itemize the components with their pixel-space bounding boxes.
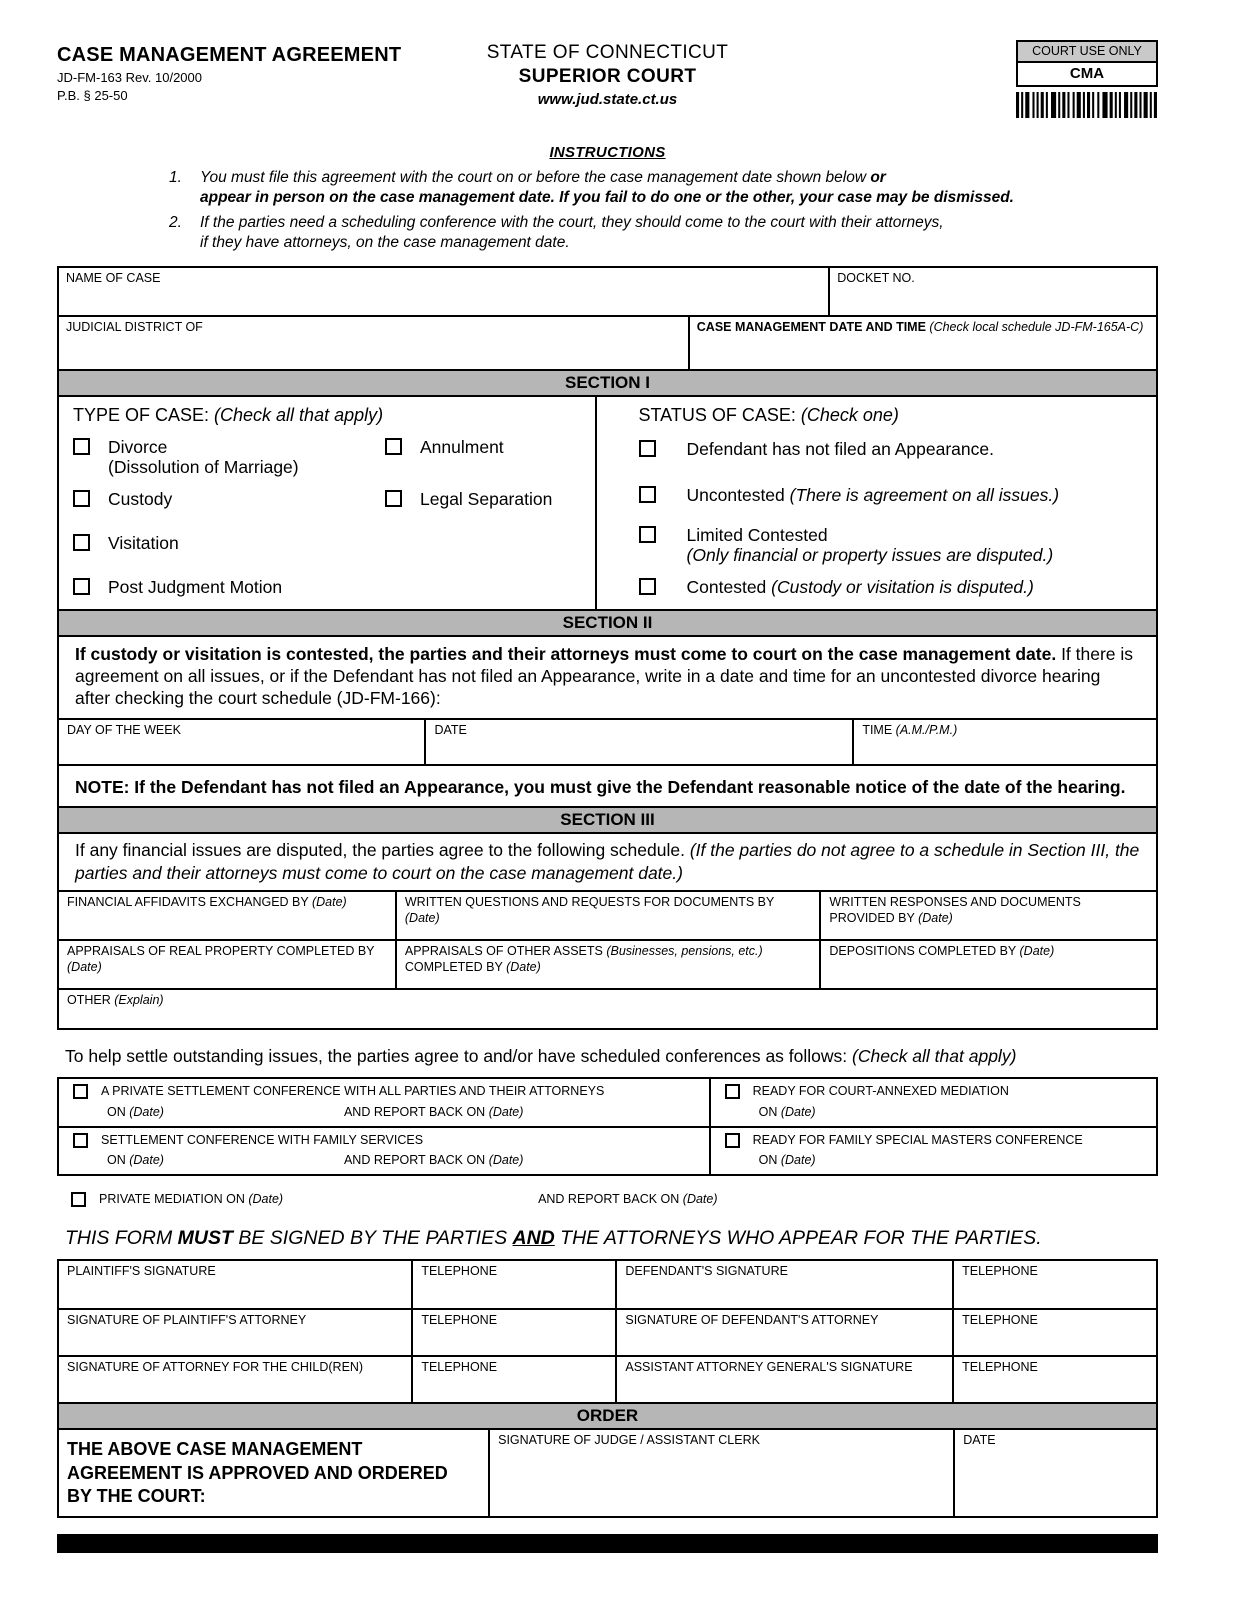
section-2-intro [59, 637, 1156, 718]
assistant-ag-telephone-label: TELEPHONE [962, 1360, 1038, 1375]
written-questions-date-hint: (Date) [404, 910, 440, 925]
status-of-case-hint: (Check one) [800, 404, 899, 425]
type-row-3 [73, 533, 585, 553]
plaintiff-attorney-telephone-field[interactable] [413, 1310, 617, 1355]
contested-label-text: Contested [686, 576, 772, 597]
signing-statement-must: MUST [177, 1227, 233, 1250]
contested-hint: (Custody or visitation is disputed.) [771, 576, 1034, 597]
defendant-telephone-field[interactable] [954, 1261, 1156, 1308]
defendant-attorney-signature-field[interactable] [617, 1310, 954, 1355]
hearing-date-label: DATE [434, 722, 467, 737]
status-row-2 [639, 485, 1146, 505]
written-questions-label [405, 895, 812, 926]
financial-schedule-row-2 [59, 939, 1156, 988]
signatures-table [57, 1259, 1158, 1518]
order-header: ORDER [59, 1402, 1156, 1430]
type-option-divorce [73, 437, 385, 477]
instruction-1-text [200, 168, 1014, 208]
family-services-report-date-hint: (Date) [488, 1153, 524, 1168]
written-responses-field[interactable] [821, 892, 1156, 939]
section-2-note: NOTE: If the Defendant has not filed an Appearance, you must give the Defendant reasonable notice of the date of the hearing. [59, 764, 1156, 806]
court-use-code: CMA [1018, 63, 1156, 85]
limited-contested-label [687, 525, 1054, 565]
contested-label [687, 577, 1034, 597]
docket-no-label: DOCKET NO. [837, 270, 915, 285]
instruction-1-number: 1. [169, 169, 182, 186]
type-of-case-label: TYPE OF CASE: [73, 404, 215, 425]
section-2-header: SECTION II [59, 609, 1156, 637]
instructions-list [169, 168, 1074, 254]
hearing-time-label-text: TIME [862, 722, 896, 737]
other-label-text: OTHER [67, 992, 115, 1007]
instructions-title: INSTRUCTIONS [549, 144, 666, 161]
signing-statement-part3: THE ATTORNEYS WHO APPEAR FOR THE PARTIES. [554, 1227, 1042, 1250]
type-of-case-hint: (Check all that apply) [214, 404, 384, 425]
annulment-label: Annulment [420, 436, 504, 457]
appraisals-other-assets-date-hint: (Date) [506, 959, 541, 974]
family-services-report-text: AND REPORT BACK ON [343, 1153, 489, 1168]
other-field[interactable] [59, 988, 1156, 1028]
instruction-1 [169, 168, 1074, 208]
court-use-only-box [1016, 40, 1158, 87]
type-row-4 [73, 577, 585, 597]
private-settlement-conference-option [67, 1084, 701, 1100]
type-of-case-column [59, 397, 597, 609]
special-masters-conference-option [719, 1133, 1148, 1149]
instruction-1-line1-bold: or [870, 169, 886, 186]
instruction-2-line1: If the parties need a scheduling conference with the court, they should come to the court with their attorneys, [200, 214, 944, 232]
assistant-ag-signature-label: ASSISTANT ATTORNEY GENERAL'S SIGNATURE [625, 1360, 913, 1375]
order-date-label: DATE [963, 1433, 996, 1448]
contested-checkbox[interactable] [639, 578, 656, 595]
status-row-1 [639, 439, 1146, 459]
section-3-intro-italic: (If the parties do not agree to a schedule in Section III, the parties and their attorneys must come to court on the case management date.) [75, 840, 1140, 883]
private-settlement-report-text: AND REPORT BACK ON [343, 1104, 489, 1119]
custody-checkbox[interactable] [73, 490, 90, 507]
bottom-black-bar [57, 1534, 1158, 1553]
conference-row-2 [59, 1126, 1156, 1175]
special-masters-on-date-hint: (Date) [780, 1153, 816, 1168]
status-of-case-column [597, 397, 1156, 609]
financial-affidavits-label [67, 895, 387, 911]
type-row-2 [73, 489, 585, 509]
private-mediation-text: PRIVATE MEDIATION ON [99, 1192, 249, 1207]
defendant-signature-label: DEFENDANT'S SIGNATURE [625, 1264, 788, 1279]
status-option-uncontested [639, 485, 1060, 505]
court-name: SUPERIOR COURT [518, 66, 697, 87]
private-mediation-report-date-hint: (Date) [682, 1192, 718, 1207]
order-date-field[interactable] [955, 1430, 1156, 1516]
post-judgment-motion-checkbox[interactable] [73, 578, 90, 595]
signature-row-1 [59, 1261, 1156, 1308]
instructions-section [57, 144, 1158, 254]
private-settlement-on-label [107, 1105, 164, 1119]
form-content [57, 40, 1158, 1553]
status-option-no-appearance [639, 439, 994, 459]
depositions-label-text: DEPOSITIONS COMPLETED BY [829, 943, 1020, 958]
private-settlement-conference-label: A PRIVATE SETTLEMENT CONFERENCE WITH ALL PARTIES AND THEIR ATTORNEYS [101, 1083, 605, 1098]
other-label [67, 993, 1148, 1009]
child-attorney-signature-field[interactable] [59, 1357, 413, 1402]
signature-row-2 [59, 1308, 1156, 1355]
private-mediation-label [99, 1192, 283, 1206]
signing-statement-part2: BE SIGNED BY THE PARTIES [232, 1227, 513, 1250]
court-annexed-mediation-cell[interactable] [711, 1079, 1156, 1126]
court-annexed-mediation-checkbox[interactable] [725, 1084, 740, 1099]
form-number: JD-FM-163 Rev. 10/2000 [57, 70, 202, 85]
appraisals-other-assets-field[interactable] [397, 941, 822, 988]
name-of-case-field[interactable] [59, 268, 830, 315]
hearing-time-label [862, 723, 1148, 739]
plaintiff-telephone-label: TELEPHONE [421, 1264, 498, 1279]
family-services-conference-cell[interactable] [59, 1128, 711, 1175]
special-masters-on-text: ON [758, 1153, 781, 1168]
type-option-legal-separation [385, 489, 552, 509]
court-annexed-mediation-dates [719, 1105, 1148, 1119]
conferences-intro [57, 1046, 1158, 1067]
plaintiff-signature-field[interactable] [59, 1261, 413, 1308]
hearing-schedule-row [59, 718, 1156, 764]
visitation-checkbox[interactable] [73, 534, 90, 551]
appraisals-other-assets-hint: (Businesses, pensions, etc.) [606, 943, 763, 958]
header-center-block [57, 42, 1158, 108]
family-services-conference-option [67, 1133, 701, 1149]
child-attorney-telephone-label: TELEPHONE [421, 1360, 498, 1375]
case-info-row-2 [59, 315, 1156, 369]
court-annexed-on-date-hint: (Date) [780, 1104, 816, 1119]
appraisals-other-assets-label-text-2: COMPLETED BY [404, 959, 507, 974]
section-3-intro-regular: If any financial issues are disputed, the parties agree to the following schedule. [75, 840, 690, 861]
conferences-table [57, 1077, 1158, 1176]
no-appearance-checkbox[interactable] [639, 440, 656, 457]
post-judgment-motion-label: Post Judgment Motion [108, 576, 283, 597]
plaintiff-signature-label: PLAINTIFF'S SIGNATURE [67, 1264, 216, 1279]
no-appearance-label: Defendant has not filed an Appearance. [686, 438, 994, 459]
private-settlement-on-date-hint: (Date) [129, 1104, 164, 1119]
visitation-label: Visitation [108, 532, 179, 553]
type-of-case-heading [73, 405, 585, 425]
financial-affidavits-date-hint: (Date) [311, 894, 347, 909]
special-masters-conference-dates [719, 1153, 1148, 1167]
section-2-intro-bold: If custody or visitation is contested, the parties and their attorneys must come to court on the case management date. [75, 643, 1057, 664]
plaintiff-attorney-signature-field[interactable] [59, 1310, 413, 1355]
uncontested-label-text: Uncontested [686, 484, 790, 505]
limited-contested-checkbox[interactable] [639, 526, 656, 543]
state-name: STATE OF CONNECTICUT [486, 42, 729, 63]
court-website: www.jud.state.ct.us [537, 91, 678, 108]
child-attorney-telephone-field[interactable] [413, 1357, 617, 1402]
family-services-on-date-hint: (Date) [129, 1153, 164, 1168]
instruction-1-line1-regular: You must file this agreement with the court on or before the case management date shown below [200, 169, 871, 186]
hearing-time-field[interactable] [854, 720, 1156, 764]
special-masters-on-label [759, 1153, 816, 1167]
financial-schedule-row-1 [59, 890, 1156, 939]
depositions-date-hint: (Date) [1019, 943, 1055, 958]
status-of-case-label: STATUS OF CASE: [638, 404, 801, 425]
signing-statement-and: AND [512, 1227, 555, 1250]
appraisals-real-property-label-text: APPRAISALS OF REAL PROPERTY COMPLETED BY [67, 943, 375, 958]
family-services-on-text: ON [107, 1153, 130, 1168]
instruction-2 [169, 213, 1074, 253]
case-management-date-label [697, 320, 1149, 336]
judicial-district-field[interactable] [59, 317, 690, 369]
appraisals-real-property-field[interactable] [59, 941, 397, 988]
type-option-annulment [385, 437, 504, 477]
barcode-image [1016, 92, 1158, 118]
limited-contested-label-text: Limited Contested [686, 524, 828, 545]
section-3-intro [59, 834, 1156, 890]
order-row [59, 1430, 1156, 1516]
case-management-date-label-hint: (Check local schedule JD-FM-165A-C) [929, 319, 1144, 334]
legal-separation-checkbox[interactable] [385, 490, 402, 507]
private-mediation-checkbox[interactable] [71, 1192, 86, 1207]
type-option-custody [73, 489, 385, 509]
plaintiff-attorney-telephone-label: TELEPHONE [421, 1313, 498, 1328]
plaintiff-telephone-field[interactable] [413, 1261, 617, 1308]
other-hint: (Explain) [114, 992, 164, 1007]
written-responses-label [829, 895, 1148, 926]
uncontested-hint: (There is agreement on all issues.) [789, 484, 1060, 505]
court-use-only-label: COURT USE ONLY [1018, 42, 1156, 63]
family-services-report-label [344, 1153, 523, 1167]
type-row-1 [73, 437, 585, 477]
judicial-district-label: JUDICIAL DISTRICT OF [66, 319, 203, 334]
assistant-ag-telephone-field[interactable] [954, 1357, 1156, 1402]
appraisals-other-assets-label [405, 944, 812, 975]
signature-row-3 [59, 1355, 1156, 1402]
private-mediation-report-label [538, 1192, 717, 1206]
written-responses-date-hint: (Date) [918, 910, 953, 925]
written-responses-label-text: WRITTEN RESPONSES AND DOCUMENTS PROVIDED BY [829, 894, 1081, 925]
depositions-label [829, 944, 1148, 960]
financial-affidavits-field[interactable] [59, 892, 397, 939]
financial-schedule-table [59, 890, 1156, 1028]
defendant-telephone-label: TELEPHONE [962, 1264, 1038, 1279]
assistant-ag-signature-field[interactable] [617, 1357, 954, 1402]
appraisals-real-property-date-hint: (Date) [67, 959, 102, 974]
private-settlement-on-text: ON [107, 1104, 130, 1119]
defendant-attorney-telephone-label: TELEPHONE [962, 1313, 1038, 1328]
court-annexed-mediation-option [719, 1084, 1148, 1100]
order-statement: THE ABOVE CASE MANAGEMENT AGREEMENT IS APPROVED AND ORDERED BY THE COURT: [59, 1430, 490, 1516]
uncontested-checkbox[interactable] [639, 486, 656, 503]
court-annexed-on-label [759, 1105, 816, 1119]
hearing-date-field[interactable] [426, 720, 854, 764]
family-services-conference-dates [67, 1153, 701, 1167]
status-row-3 [639, 525, 1146, 565]
private-settlement-report-date-hint: (Date) [488, 1104, 524, 1119]
case-info-row-1 [59, 268, 1156, 315]
divorce-sublabel: (Dissolution of Marriage) [108, 456, 299, 477]
limited-contested-hint: (Only financial or property issues are disputed.) [686, 544, 1054, 565]
instruction-2-text [200, 213, 944, 253]
special-masters-conference-label: READY FOR FAMILY SPECIAL MASTERS CONFERENCE [752, 1132, 1083, 1147]
private-mediation-date-hint: (Date) [248, 1192, 284, 1207]
signing-statement-part1: THIS FORM [65, 1227, 178, 1250]
section-1-header: SECTION I [59, 369, 1156, 397]
divorce-label [108, 437, 299, 477]
divorce-checkbox[interactable] [73, 438, 90, 455]
section-2-intro-regular: If there is agreement on all issues, or if the Defendant has not filed an Appearance, write in a date and time for an uncontested divorce hearing after checking the court schedule (JD-FM-166): [75, 643, 1134, 709]
practice-book-reference: P.B. § 25-50 [57, 88, 128, 103]
type-option-post-judgment [73, 577, 282, 597]
case-management-date-field[interactable] [690, 317, 1156, 369]
status-row-4 [639, 577, 1146, 597]
special-masters-conference-checkbox[interactable] [725, 1133, 740, 1148]
case-management-date-label-bold: CASE MANAGEMENT DATE AND TIME [696, 319, 930, 334]
private-settlement-conference-checkbox[interactable] [73, 1084, 88, 1099]
private-settlement-conference-cell[interactable] [59, 1079, 711, 1126]
written-questions-field[interactable] [397, 892, 822, 939]
docket-no-field[interactable] [830, 268, 1156, 315]
conferences-intro-hint: (Check all that apply) [852, 1045, 1017, 1066]
family-services-on-label [107, 1153, 164, 1167]
conference-row-1 [59, 1079, 1156, 1126]
private-settlement-report-label [344, 1105, 523, 1119]
status-option-limited-contested [639, 525, 1054, 565]
written-questions-label-text: WRITTEN QUESTIONS AND REQUESTS FOR DOCUMENTS BY [404, 894, 775, 909]
defendant-signature-field[interactable] [617, 1261, 954, 1308]
conferences-intro-regular: To help settle outstanding issues, the parties agree to and/or have scheduled conferences as follows: [65, 1045, 853, 1066]
child-attorney-signature-label: SIGNATURE OF ATTORNEY FOR THE CHILD(REN) [67, 1360, 364, 1375]
legal-separation-label: Legal Separation [420, 488, 553, 509]
private-mediation-row [57, 1192, 1158, 1207]
status-option-contested [639, 577, 1034, 597]
court-use-block [1016, 40, 1158, 118]
family-services-conference-label: SETTLEMENT CONFERENCE WITH FAMILY SERVICES [101, 1132, 424, 1147]
financial-affidavits-label-text: FINANCIAL AFFIDAVITS EXCHANGED BY [67, 894, 312, 909]
hearing-time-hint: (A.M./P.M.) [895, 722, 958, 737]
plaintiff-attorney-signature-label: SIGNATURE OF PLAINTIFF'S ATTORNEY [67, 1313, 307, 1328]
depositions-field[interactable] [821, 941, 1156, 988]
appraisals-real-property-label [67, 944, 387, 975]
judge-signature-label: SIGNATURE OF JUDGE / ASSISTANT CLERK [498, 1433, 760, 1448]
status-of-case-heading [639, 405, 1146, 425]
annulment-checkbox[interactable] [385, 438, 402, 455]
form-header [57, 40, 1158, 136]
form-body-table [57, 266, 1158, 1030]
day-of-week-field[interactable] [59, 720, 426, 764]
instruction-2-number: 2. [169, 214, 182, 232]
divorce-label-text: Divorce [108, 436, 168, 457]
section-1-body [59, 397, 1156, 609]
defendant-attorney-signature-label: SIGNATURE OF DEFENDANT'S ATTORNEY [625, 1313, 879, 1328]
court-annexed-on-text: ON [758, 1104, 781, 1119]
signing-statement [57, 1227, 1158, 1250]
family-services-conference-checkbox[interactable] [73, 1133, 88, 1148]
type-option-visitation [73, 533, 179, 553]
section-3-header: SECTION III [59, 806, 1156, 834]
special-masters-conference-cell[interactable] [711, 1128, 1156, 1175]
instruction-2-line2: if they have attorneys, on the case management date. [200, 234, 570, 252]
defendant-attorney-telephone-field[interactable] [954, 1310, 1156, 1355]
appraisals-other-assets-label-text: APPRAISALS OF OTHER ASSETS [404, 943, 607, 958]
custody-label: Custody [108, 488, 173, 509]
name-of-case-label: NAME OF CASE [66, 270, 161, 285]
form-title: CASE MANAGEMENT AGREEMENT [57, 44, 402, 66]
instruction-1-line2-bold: appear in person on the case management date. If you fail to do one or the other, your case may be dismissed. [200, 189, 1014, 207]
private-settlement-conference-dates [67, 1105, 701, 1119]
day-of-week-label: DAY OF THE WEEK [67, 722, 181, 737]
uncontested-label [687, 485, 1060, 505]
private-mediation-report-text: AND REPORT BACK ON [538, 1192, 683, 1207]
court-annexed-mediation-label: READY FOR COURT-ANNEXED MEDIATION [752, 1083, 1009, 1098]
judge-signature-field[interactable] [490, 1430, 955, 1516]
